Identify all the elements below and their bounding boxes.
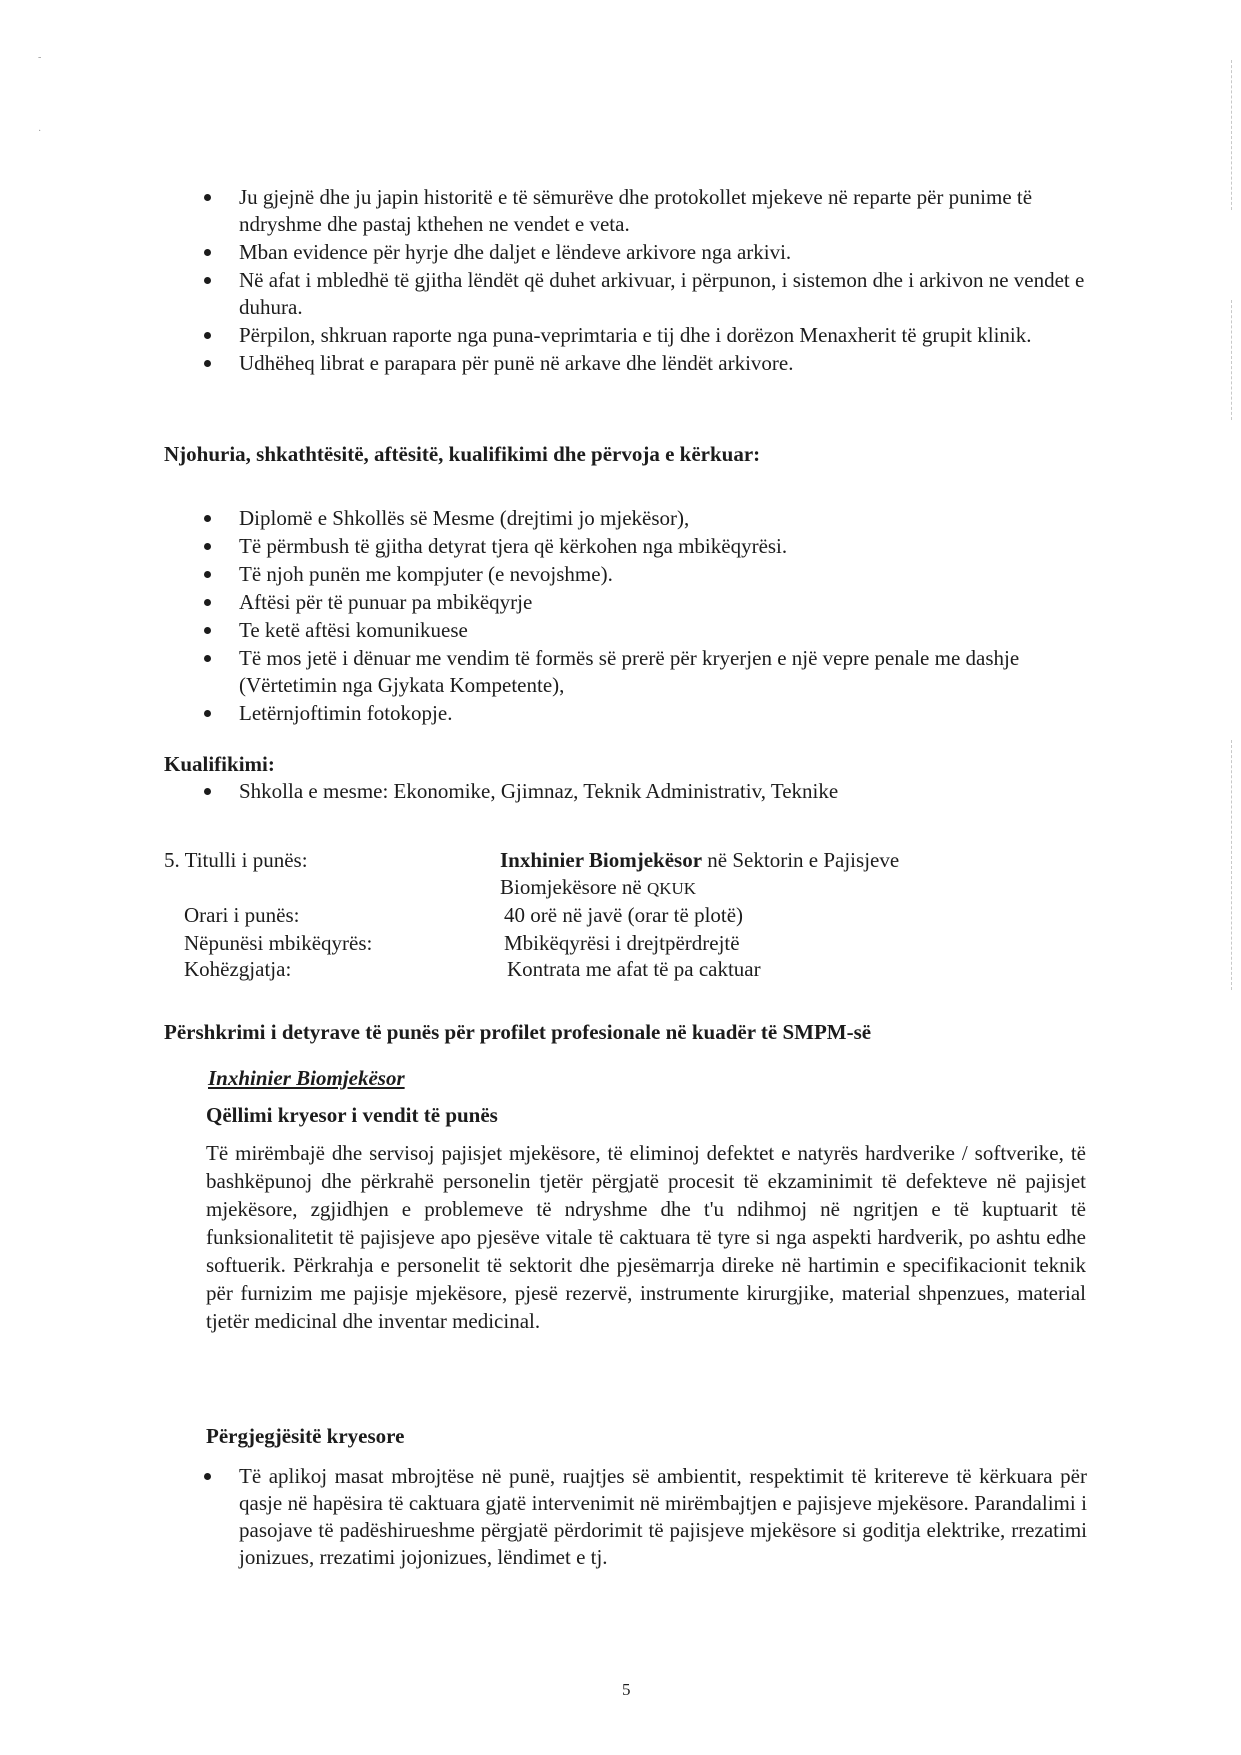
job-title-line2: Biomjekësore në QKUK bbox=[500, 875, 697, 899]
list-item: Të përmbush të gjitha detyrat tjera që kërkohen nga mbikëqyrësi. bbox=[239, 533, 1099, 560]
supervisor-value: Mbikëqyrësi i drejtpërdrejtë bbox=[504, 931, 740, 955]
list-item: Diplomë e Shkollës së Mesme (drejtimi jo mjekësor), bbox=[239, 505, 1099, 532]
list-item: Në afat i mbledhë të gjitha lëndët që duhet arkivuar, i përpunon, i sistemon dhe i arkivon ne vendet e duhura. bbox=[239, 267, 1099, 321]
hours-label: Orari i punës: bbox=[184, 903, 300, 927]
list-item: Aftësi për të punuar pa mbikëqyrje bbox=[239, 589, 1099, 616]
page-number: 5 bbox=[622, 1680, 631, 1699]
list-item: Të aplikoj masat mbrojtëse në punë, ruajtjes së ambientit, respektimit të kritereve të kërkuara për qasje në hapësira të caktuara gjatë intervenimit në mirëmbajtjen e pajisjeve mjekësore. Parandalimi i pasojave të padëshirueshme përgjatë përdorimit të pajisjeve mjekësore si goditja elektrike, rrezatimi jonizues, rrezatimi jojonizues, lëndimet e tj. bbox=[239, 1463, 1087, 1571]
bullet-icon bbox=[204, 710, 211, 717]
requirements-list bbox=[239, 505, 1099, 728]
scan-mark: · bbox=[38, 126, 42, 137]
bullet-icon bbox=[204, 277, 211, 284]
requirements-heading: Njohuria, shkathtësitë, aftësitë, kualifikimi dhe përvoja e kërkuar: bbox=[164, 442, 761, 466]
responsibilities-heading: Përgjegjësitë kryesore bbox=[206, 1424, 405, 1448]
purpose-paragraph: Të mirëmbajë dhe servisoj pajisjet mjekësore, të eliminoj defektet e natyrës hardverike / softverike, të bashkëpunoj dhe përkrahë personelin tjetër përgjatë procesit të ekzaminimit të defekteve në pajisjet mjekësore, zgjidhjen e problemeve të ndryshme dhe t'u ndihmoj në ngritjen e të kuptuarit të funksionalitetit të pajisjeve apo pjesëve vitale të caktuara të tyre si nga aspekti hardverik, po ashtu edhe softuerik. Përkrahja e personelit të sektorit dhe pjesëmarrja direke në hartimin e specifikacionit teknik për furnizim me pajisje mjekësore, pjesë rezervë, instrumente kirurgjike, material shpenzues, material tjetër medicinal dhe inventar medicinal. bbox=[206, 1141, 1086, 1333]
profiles-heading: Përshkrimi i detyrave të punës për profilet profesionale në kuadër të SMPM-së bbox=[164, 1020, 872, 1044]
bullet-icon bbox=[204, 360, 211, 367]
supervisor-label: Nëpunësi mbikëqyrës: bbox=[184, 931, 373, 955]
bullet-icon bbox=[204, 1473, 211, 1480]
list-item: Te ketë aftësi komunikuese bbox=[239, 617, 1099, 644]
duration-label: Kohëzgjatja: bbox=[184, 957, 292, 981]
duration-value: Kontrata me afat të pa caktuar bbox=[507, 957, 761, 981]
list-item: Letërnjoftimin fotokopje. bbox=[239, 700, 1099, 727]
scan-edge-line bbox=[1231, 740, 1233, 990]
bullet-icon bbox=[204, 599, 211, 606]
bullet-icon bbox=[204, 655, 211, 662]
bullet-icon bbox=[204, 332, 211, 339]
qualification-heading: Kualifikimi: bbox=[164, 752, 275, 776]
bullet-icon bbox=[204, 249, 211, 256]
list-item: Të njoh punën me kompjuter (e nevojshme). bbox=[239, 561, 1099, 588]
purpose-heading: Qëllimi kryesor i vendit të punës bbox=[206, 1103, 498, 1127]
list-item: Përpilon, shkruan raporte nga puna-veprimtaria e tij dhe i dorëzon Menaxherit të grupit klinik. bbox=[239, 322, 1099, 349]
bullet-icon bbox=[204, 788, 211, 795]
list-item: Mban evidence për hyrje dhe daljet e lëndeve arkivore nga arkivi. bbox=[239, 239, 1099, 266]
profile-title: Inxhinier Biomjekësor bbox=[208, 1066, 405, 1090]
job-title-label: 5. Titulli i punës: bbox=[164, 848, 308, 872]
list-item: Shkolla e mesme: Ekonomike, Gjimnaz, Teknik Administrativ, Teknike bbox=[239, 778, 1099, 805]
scan-mark: - bbox=[38, 52, 42, 63]
duties-list bbox=[239, 184, 1099, 378]
bullet-icon bbox=[204, 627, 211, 634]
bullet-icon bbox=[204, 543, 211, 550]
scan-edge-line bbox=[1231, 60, 1233, 210]
qualification-list bbox=[239, 778, 1099, 805]
bullet-icon bbox=[204, 194, 211, 201]
job-title-value: Inxhinier Biomjekësor në Sektorin e Pajisjeve bbox=[500, 848, 900, 872]
list-item: Të mos jetë i dënuar me vendim të formës së prerë për kryerjen e një vepre penale me dashje (Vërtetimin nga Gjykata Kompetente), bbox=[239, 645, 1099, 699]
responsibilities-list bbox=[239, 1463, 1087, 1571]
hours-value: 40 orë në javë (orar të plotë) bbox=[504, 903, 744, 927]
list-item: Udhëheq librat e parapara për punë në arkave dhe lëndët arkivore. bbox=[239, 350, 1099, 377]
scan-edge-line bbox=[1231, 300, 1233, 420]
list-item: Ju gjejnë dhe ju japin historitë e të sëmurëve dhe protokollet mjekeve në reparte për punime të ndryshme dhe pastaj kthehen ne vendet e veta. bbox=[239, 184, 1099, 238]
bullet-icon bbox=[204, 571, 211, 578]
bullet-icon bbox=[204, 515, 211, 522]
